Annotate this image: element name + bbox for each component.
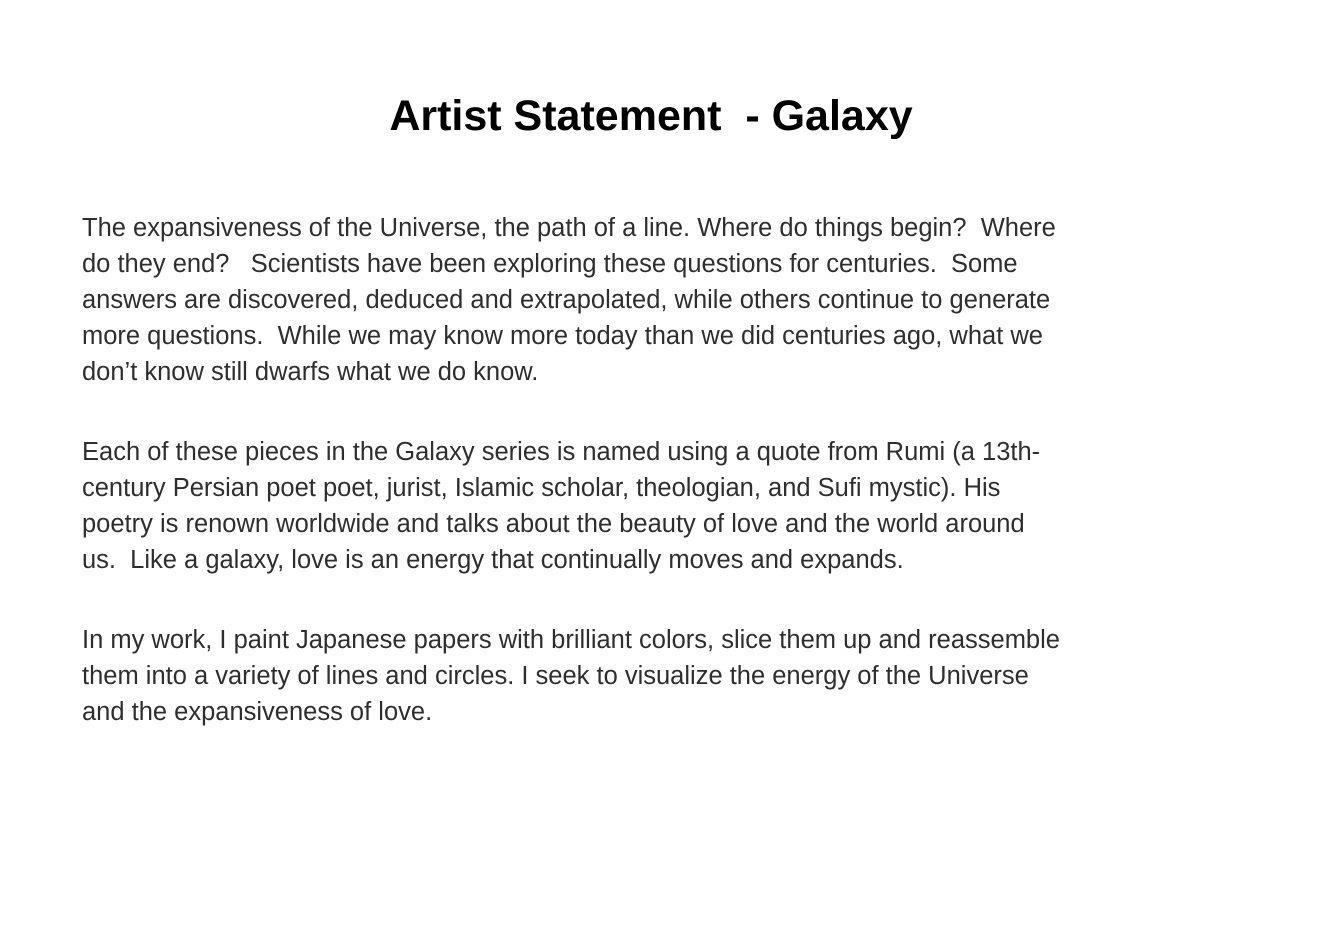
paragraph-line: Each of these pieces in the Galaxy series is named using a quote from Rumi (a 13th- xyxy=(82,438,1041,466)
paragraph-rumi xyxy=(82,434,1242,578)
paragraph-line: don’t know still dwarfs what we do know. xyxy=(82,358,539,386)
paragraph-process xyxy=(82,622,1242,730)
paragraph-line: us. Like a galaxy, love is an energy that continually moves and expands. xyxy=(82,546,904,574)
page-title: Artist Statement - Galaxy xyxy=(389,92,913,140)
paragraph-line: answers are discovered, deduced and extrapolated, while others continue to generate xyxy=(82,286,1051,314)
paragraph-line: and the expansiveness of love. xyxy=(82,698,433,726)
paragraph-universe xyxy=(82,210,1242,390)
paragraph-line: The expansiveness of the Universe, the path of a line. Where do things begin? Where xyxy=(82,214,1056,242)
paragraph-line: poetry is renown worldwide and talks about the beauty of love and the world around xyxy=(82,510,1025,538)
paragraph-line: In my work, I paint Japanese papers with brilliant colors, slice them up and reassemble xyxy=(82,626,1060,654)
paragraph-line: do they end? Scientists have been exploring these questions for centuries. Some xyxy=(82,250,1018,278)
paragraph-line: them into a variety of lines and circles. I seek to visualize the energy of the Universe xyxy=(82,662,1029,690)
paragraph-line: century Persian poet poet, jurist, Islamic scholar, theologian, and Sufi mystic). His xyxy=(82,474,1001,502)
paragraph-line: more questions. While we may know more today than we did centuries ago, what we xyxy=(82,322,1043,350)
